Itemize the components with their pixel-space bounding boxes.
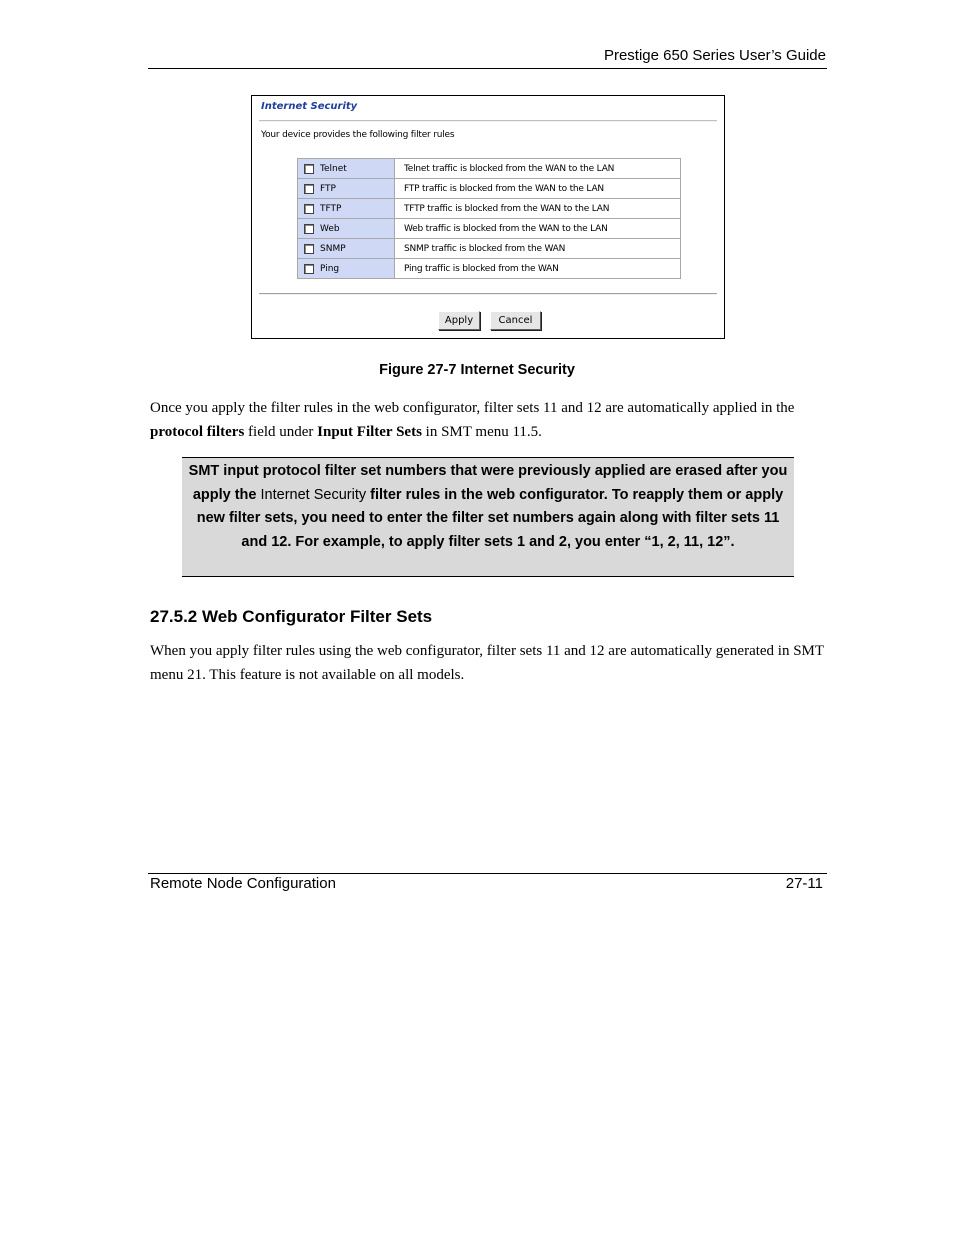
figure-caption: Figure 27-7 Internet Security bbox=[379, 362, 575, 378]
header-rule bbox=[148, 68, 827, 69]
tftp-checkbox[interactable] bbox=[304, 204, 314, 214]
note-box bbox=[182, 457, 794, 577]
bold-term: Input Filter Sets bbox=[317, 424, 422, 440]
filter-rule-cell bbox=[298, 239, 395, 258]
filter-rule-cell bbox=[298, 199, 395, 218]
panel-divider-bottom bbox=[259, 293, 717, 295]
text-run: field under bbox=[244, 424, 318, 440]
rule-label: Ping bbox=[320, 263, 340, 274]
ping-checkbox[interactable] bbox=[304, 264, 314, 274]
footer-chapter: Remote Node Configuration bbox=[150, 875, 336, 892]
rule-description: FTP traffic is blocked from the WAN to the LAN bbox=[404, 183, 604, 194]
snmp-checkbox[interactable] bbox=[304, 244, 314, 254]
rule-label: SNMP bbox=[320, 243, 346, 254]
filter-rule-cell bbox=[298, 259, 395, 278]
rule-label: Telnet bbox=[320, 163, 347, 174]
note-text: SMT input protocol filter set numbers that were previously applied are erased after you apply the bbox=[188, 463, 788, 503]
filter-rule-cell bbox=[298, 219, 395, 238]
filter-rule-row-snmp bbox=[298, 239, 680, 259]
filter-rule-row-tftp bbox=[298, 199, 680, 219]
panel-intro: Your device provides the following filter rules bbox=[261, 130, 455, 140]
filter-rule-row-telnet bbox=[298, 159, 680, 179]
bold-term: protocol filters bbox=[150, 424, 245, 440]
rule-description: Web traffic is blocked from the WAN to the LAN bbox=[404, 223, 608, 234]
section-heading: 27.5.2 Web Configurator Filter Sets bbox=[150, 607, 433, 626]
apply-button[interactable]: Apply bbox=[438, 311, 480, 330]
text-run: in SMT menu 11.5. bbox=[421, 424, 542, 440]
note-text: filter rules in the web configurator. To reapply them or apply new filter sets, you need to enter the filter set numbers again along with filter sets 11 and 12. For example, to apply filter sets 1 and 2, you enter “1, 2, 11, 12”. bbox=[196, 486, 784, 550]
paragraph-web-configurator-filter-sets: When you apply filter rules using the web configurator, filter sets 11 and 12 are automatically generated in SMT menu 21. This feature is not available on all models. bbox=[150, 643, 824, 683]
filter-rule-cell bbox=[298, 159, 395, 178]
rule-label: TFTP bbox=[320, 203, 342, 214]
filter-rules-table bbox=[297, 158, 681, 279]
telnet-checkbox[interactable] bbox=[304, 164, 314, 174]
note-ui-term: Internet Security bbox=[260, 486, 367, 503]
internet-security-screenshot bbox=[251, 95, 725, 339]
footer-rule bbox=[148, 873, 827, 874]
filter-rule-row-ftp bbox=[298, 179, 680, 199]
rule-description: TFTP traffic is blocked from the WAN to the LAN bbox=[404, 203, 610, 214]
filter-rule-row-ping bbox=[298, 259, 680, 278]
panel-title: Internet Security bbox=[261, 101, 358, 112]
paragraph-filter-sets-applied bbox=[150, 396, 830, 444]
filter-rule-row-web bbox=[298, 219, 680, 239]
rule-description: Telnet traffic is blocked from the WAN to the LAN bbox=[404, 163, 615, 174]
rule-label: Web bbox=[320, 223, 340, 234]
rule-label: FTP bbox=[320, 183, 336, 194]
text-run: Once you apply the filter rules in the web configurator, filter sets 11 and 12 are automatically applied in the bbox=[150, 400, 795, 416]
running-header: Prestige 650 Series User’s Guide bbox=[603, 47, 826, 64]
filter-rule-cell bbox=[298, 179, 395, 198]
web-checkbox[interactable] bbox=[304, 224, 314, 234]
cancel-button[interactable]: Cancel bbox=[490, 311, 541, 330]
rule-description: SNMP traffic is blocked from the WAN bbox=[404, 243, 566, 254]
panel-divider-top bbox=[259, 120, 717, 122]
ftp-checkbox[interactable] bbox=[304, 184, 314, 194]
rule-description: Ping traffic is blocked from the WAN bbox=[404, 263, 559, 274]
page-number: 27-11 bbox=[785, 875, 823, 892]
